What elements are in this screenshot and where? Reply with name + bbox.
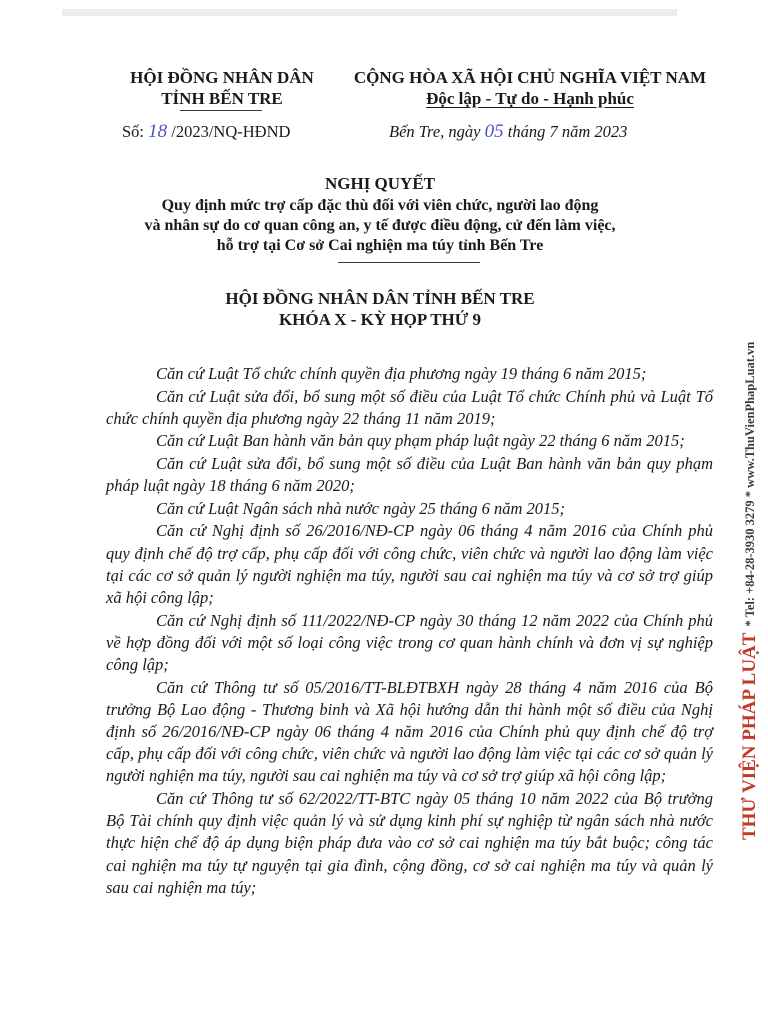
watermark-text: [738, 342, 760, 840]
legal-basis-paragraph: Căn cứ Luật Ngân sách nhà nước ngày 25 tháng 6 năm 2015;: [156, 498, 566, 518]
subtitle-line: và nhân sự do cơ quan công an, y tế được điều động, cử đến làm việc,: [144, 217, 616, 234]
legal-basis-paragraph: Căn cứ Luật Tổ chức chính quyền địa phương ngày 19 tháng 6 năm 2015;: [156, 364, 647, 383]
issue-date: Bến Tre, ngày 05 tháng 7 năm 2023: [389, 121, 628, 142]
legal-basis-paragraph: Căn cứ Thông tư số 05/2016/TT-BLĐTBXH ngày 28 tháng 4 năm 2016 của Bộ trưởng Bộ Lao động - Thương binh và Xã hội hướng dẫn thi hành một số điều của Nghị định số 26/2016/NĐ-CP ngày 06 tháng 4 năm 2016 của Chính phủ quy định chế độ trợ cấp, phụ cấp đối với công chức, viên chức và người lao động làm việc tại các cơ sở quản lý người nghiện ma túy, người sau cai nghiện ma túy và cơ sở trợ giúp xã hội công lập;: [106, 677, 713, 786]
watermark-contact: * Tel: +84-28-3930 3279 * www.ThuVienPhapLuat.vn: [742, 341, 757, 627]
legal-basis-paragraph: Căn cứ Nghị định số 26/2016/NĐ-CP ngày 06 tháng 4 năm 2016 của Chính phủ quy định chế độ trợ cấp, phụ cấp đối với công chức, viên chức và người lao động làm việc tại các cơ sở quản lý người nghiện ma túy, người sau cai nghiện ma túy và cơ sở trợ giúp xã hội công lập;: [106, 521, 713, 607]
legal-basis-paragraph: Căn cứ Luật sửa đổi, bổ sung một số điều của Luật Tổ chức Chính phủ và Luật Tổ chức chính quyền địa phương ngày 22 tháng 11 năm 2019;: [106, 386, 713, 428]
council-name: HỘI ĐỒNG NHÂN DÂN TỈNH BẾN TRE: [225, 289, 535, 308]
title-underline: [338, 262, 480, 263]
issuing-authority-line1: HỘI ĐỒNG NHÂN DÂN: [130, 68, 314, 87]
legal-basis-paragraph: Căn cứ Thông tư số 62/2022/TT-BTC ngày 05 tháng 10 năm 2022 của Bộ trưởng Bộ Tài chính quy định việc quản lý và sử dụng kinh phí sự nghiệp từ ngân sách nhà nước thực hiện chế độ áp dụng biện pháp đưa vào cơ sở cai nghiện ma túy bắt buộc; công tác cai nghiện ma túy tự nguyện tại gia đình, cộng đồng, cơ sở cai nghiện ma túy và quản lý sau cai nghiện ma túy;: [106, 788, 713, 897]
watermark-svg: [731, 180, 768, 840]
vertical-watermark: [731, 180, 768, 840]
resolution-title: NGHỊ QUYẾT: [324, 174, 436, 193]
legal-bases: [106, 363, 713, 899]
legal-basis-paragraph: Căn cứ Nghị định số 111/2022/NĐ-CP ngày 30 tháng 12 năm 2022 của Chính phủ về hợp đồng đối với một số loại công việc trong cơ quan hành chính và đơn vị sự nghiệp công lập;: [106, 610, 713, 674]
subtitle-line: hỗ trợ tại Cơ sở Cai nghiện ma túy tỉnh Bến Tre: [216, 237, 544, 254]
legal-basis-paragraph: Căn cứ Luật Ban hành văn bản quy phạm pháp luật ngày 22 tháng 6 năm 2015;: [156, 431, 685, 451]
issuing-authority: [112, 67, 332, 109]
issuing-authority-line2: TỈNH BẾN TRE: [161, 89, 283, 108]
handwritten-number: 18: [148, 121, 168, 142]
authority-underline: [180, 110, 262, 111]
document-number: Số: 18 /2023/NQ-HĐND: [122, 121, 291, 142]
resolution-subtitle: [100, 196, 660, 256]
council-session: KHÓA X - KỲ HỌP THỨ 9: [278, 310, 482, 329]
legal-basis-paragraph: Căn cứ Luật sửa đổi, bổ sung một số điều của Luật Ban hành văn bản quy phạm pháp luật ngày 18 tháng 6 năm 2020;: [106, 453, 713, 496]
national-header: [330, 67, 730, 109]
national-motto: Độc lập - Tự do - Hạnh phúc: [426, 89, 634, 108]
handwritten-day: 05: [484, 121, 504, 142]
council-heading: [150, 288, 610, 330]
scan-top-strip: [62, 9, 677, 16]
subtitle-line: Quy định mức trợ cấp đặc thù đối với viên chức, người lao động: [161, 197, 599, 214]
country-name: CỘNG HÒA XÃ HỘI CHỦ NGHĨA VIỆT NAM: [353, 68, 707, 87]
watermark-brand: THƯ VIỆN PHÁP LUẬT: [739, 632, 761, 840]
